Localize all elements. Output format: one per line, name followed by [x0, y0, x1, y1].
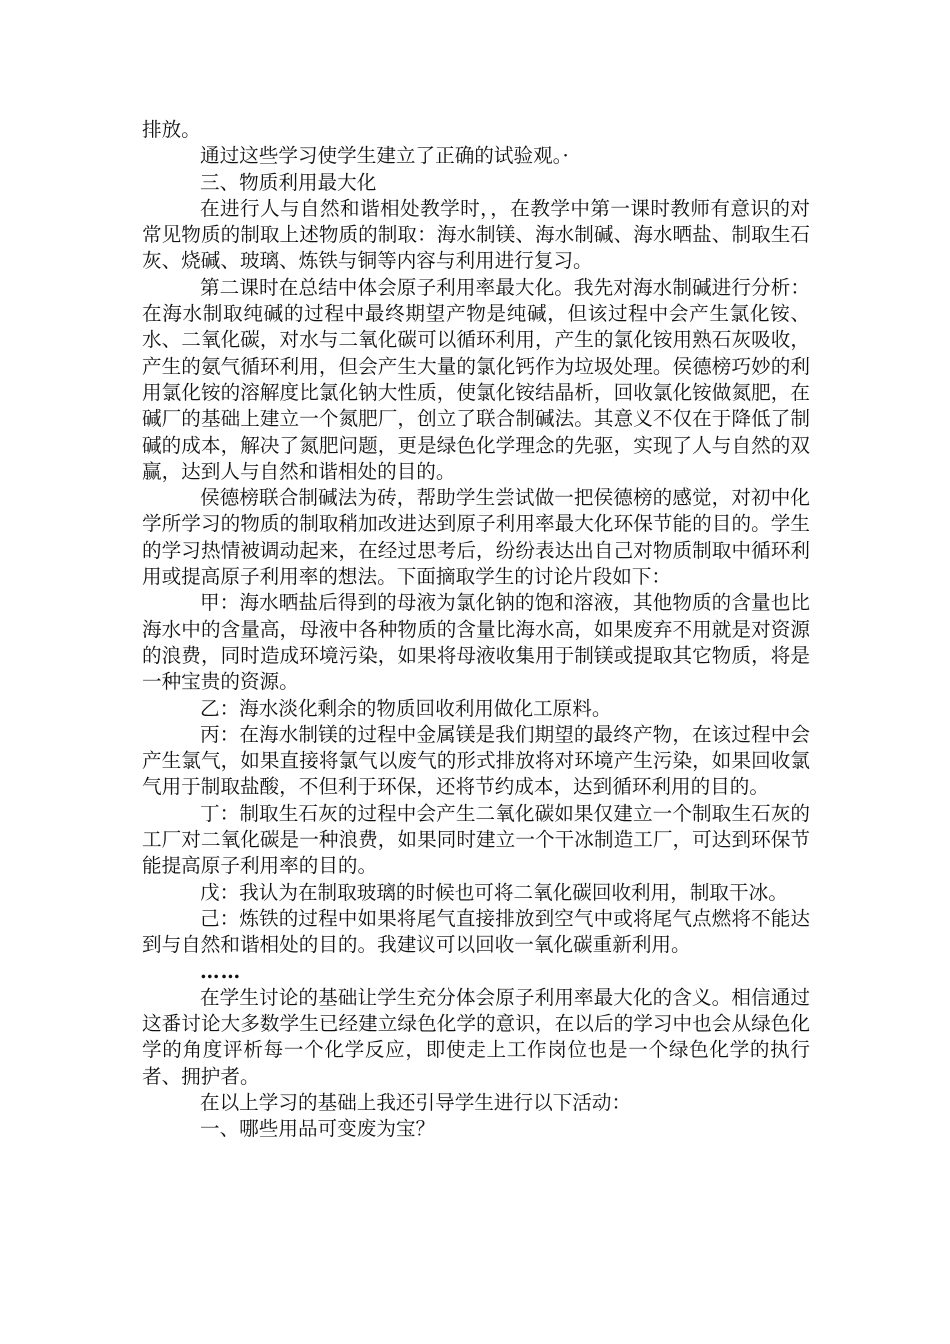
- paragraph-first-lesson: 在进行人与自然和谐相处教学时，，在教学中第一课时教师有意识的对常见物质的制取上述物质的制取：海水制镁、海水制碱、海水晒盐、制取生石灰、烧碱、玻璃、炼铁与铜等内容与利用进行复习。: [142, 196, 810, 273]
- paragraph-activities-intro: 在以上学习的基础上我还引导学生进行以下活动：: [200, 1090, 632, 1114]
- discussion-item-yi: 乙：海水淡化剩余的物质回收利用做化工原料。: [200, 696, 612, 720]
- discussion-item-bing: 丙：在海水制镁的过程中金属镁是我们期望的最终产物，在该过程中会产生氯气，如果直接将氯气以废气的形式排放将对环境产生污染，如果回收氯气用于制取盐酸，不但利于环保，还将节约成本，达到循环利用的目的。: [142, 722, 810, 799]
- paragraph-experiment-view: 通过这些学习使学生建立了正确的试验观。·: [200, 144, 569, 168]
- ellipsis-marker: ……: [200, 959, 242, 983]
- paragraph-summary: 在学生讨论的基础让学生充分体会原子利用率最大化的含义。相信通过这番讨论大多数学生已经建立绿色化学的意识，在以后的学习中也会从绿色化学的角度评析每一个化学反应，即使走上工作岗位也是一个绿色化学的执行者、拥护者。: [142, 985, 810, 1088]
- section-heading-material-use: 三、物质利用最大化: [200, 170, 377, 194]
- document-page: [142, 117, 810, 1143]
- activity-heading-one: 一、哪些用品可变废为宝？: [200, 1117, 436, 1141]
- paragraph-continuation: 排放。: [142, 118, 201, 141]
- discussion-item-ding: 丁：制取生石灰的过程中会产生二氧化碳如果仅建立一个制取生石灰的工厂对二氧化碳是一种浪费，如果同时建立一个干冰制造工厂，可达到环保节能提高原子利用率的目的。: [142, 801, 810, 878]
- paragraph-hou-debang: 侯德榜联合制碱法为砖，帮助学生尝试做一把侯德榜的感觉，对初中化学所学习的物质的制取稍加改进达到原子利用率最大化环保节能的目的。学生的学习热情被调动起来，在经过思考后，纷纷表达出自己对物质制取中循环利用或提高原子利用率的想法。下面摘取学生的讨论片段如下：: [142, 486, 810, 589]
- discussion-item-ji: 己：炼铁的过程中如果将尾气直接排放到空气中或将尾气点燃将不能达到与自然和谐相处的目的。我建议可以回收一氧化碳重新利用。: [142, 906, 810, 957]
- paragraph-second-lesson: 第二课时在总结中体会原子利用率最大化。我先对海水制碱进行分析：在海水制取纯碱的过程中最终期望产物是纯碱，但该过程中会产生氯化铵、水、二氧化碳，对水与二氧化碳可以循环利用，产生的氯化铵用熟石灰吸收，产生的氨气循环利用，但会产生大量的氯化钙作为垃圾处理。侯德榜巧妙的利用氯化铵的溶解度比氯化钠大性质，使氯化铵结晶析，回收氯化铵做氮肥，在碱厂的基础上建立一个氮肥厂，创立了联合制碱法。其意义不仅在于降低了制碱的成本，解决了氮肥问题，更是绿色化学理念的先驱，实现了人与自然的双赢，达到人与自然和谐相处的目的。: [142, 275, 810, 483]
- discussion-item-wu: 戊：我认为在制取玻璃的时候也可将二氧化碳回收利用，制取干冰。: [200, 880, 788, 904]
- discussion-item-jia: 甲：海水晒盐后得到的母液为氯化钠的饱和溶液，其他物质的含量也比海水中的含量高，母液中各种物质的含量比海水高，如果废弃不用就是对资源的浪费，同时造成环境污染，如果将母液收集用于制镁或提取其它物质，将是一种宝贵的资源。: [142, 591, 810, 694]
